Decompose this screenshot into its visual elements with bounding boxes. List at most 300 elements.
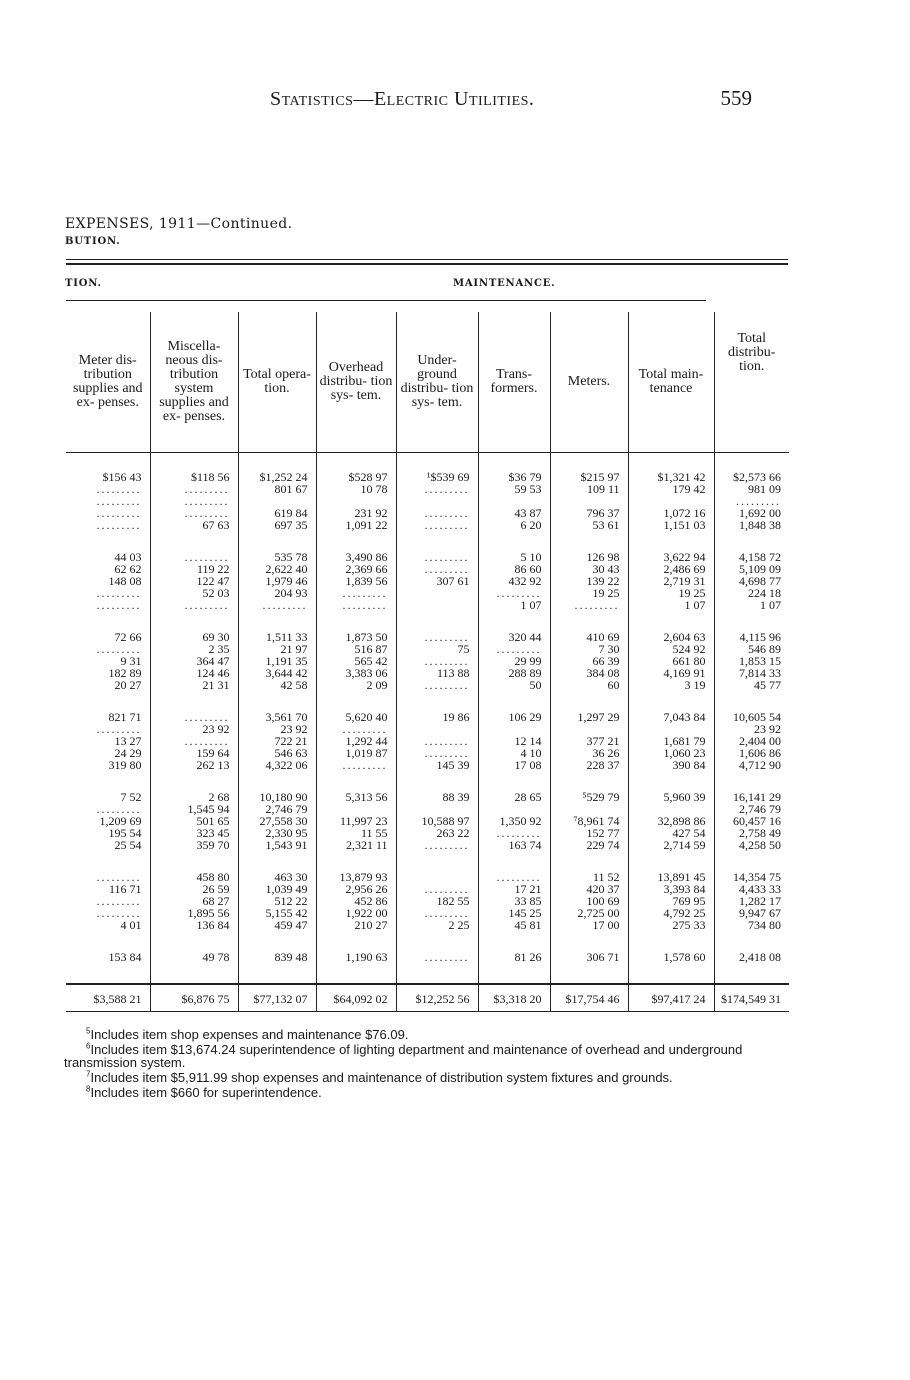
table-cell: 50 <box>478 679 550 691</box>
table-cell: 4,433 33 <box>714 883 789 895</box>
table-cell: $36 79 <box>478 471 550 483</box>
table-cell <box>396 599 478 611</box>
table-cell: ......... <box>316 759 396 771</box>
table-cell: ......... <box>96 642 142 656</box>
table-cell: 7 30 <box>550 643 628 655</box>
table-cell: 535 78 <box>238 551 316 563</box>
total-cell: $17,754 46 <box>550 984 628 1012</box>
table-cell: ......... <box>150 711 238 723</box>
table-row <box>66 759 789 771</box>
table-cell: ......... <box>150 599 238 611</box>
table-cell: 10,588 97 <box>396 815 478 827</box>
table-cell: ......... <box>396 655 478 667</box>
table-cell: 4,322 06 <box>238 759 316 771</box>
table-cell: 5,620 40 <box>316 711 396 723</box>
spacer-cell <box>150 963 238 984</box>
table-cell: 364 47 <box>150 655 238 667</box>
spacer-cell <box>550 963 628 984</box>
table-cell: 4 10 <box>478 747 550 759</box>
table-cell: 1,578 60 <box>628 951 714 963</box>
spacer-cell <box>238 531 316 551</box>
table-cell: 19 25 <box>550 587 628 599</box>
group-spacer <box>66 531 789 551</box>
table-cell: ......... <box>238 599 316 611</box>
table-cell: 1,692 00 <box>714 507 789 519</box>
table-cell: 75 <box>396 643 478 655</box>
table-cell: 126 98 <box>550 551 628 563</box>
table-cell: 1 07 <box>628 599 714 611</box>
table-cell: 1 07 <box>714 599 789 611</box>
spacer-cell <box>316 963 396 984</box>
top-rule <box>66 259 788 260</box>
spacer-cell <box>238 963 316 984</box>
table-cell: 11 55 <box>316 827 396 839</box>
table-cell: 1,853 15 <box>714 655 789 667</box>
column-header: Trans- formers. <box>478 312 550 453</box>
table-cell: 359 70 <box>150 839 238 851</box>
spacer-cell <box>396 771 478 791</box>
column-header: Miscella- neous dis- tribution system supplies and ex- penses. <box>150 312 238 453</box>
table-cell: 29 99 <box>478 655 550 667</box>
spacer-cell <box>238 691 316 711</box>
table-cell: ......... <box>396 631 478 643</box>
section-rule-maintenance <box>314 300 706 301</box>
table-cell: 2,404 00 <box>714 735 789 747</box>
group-spacer <box>66 931 789 951</box>
table-cell: 839 48 <box>238 951 316 963</box>
table-cell: 21 97 <box>238 643 316 655</box>
table-cell: ......... <box>396 507 478 519</box>
table-cell: ......... <box>478 827 550 839</box>
table-cell: 36 26 <box>550 747 628 759</box>
footnote-mark: 7 <box>86 1069 91 1079</box>
table-cell: 3,383 06 <box>316 667 396 679</box>
table-cell: ......... <box>396 679 478 691</box>
table-cell: 516 87 <box>316 643 396 655</box>
spacer-cell <box>714 453 789 472</box>
table-cell: 152 77 <box>550 827 628 839</box>
table-cell: 722 21 <box>238 735 316 747</box>
spacer-cell <box>238 453 316 472</box>
spacer-cell <box>66 931 150 951</box>
table-cell: 1,091 22 <box>316 519 396 531</box>
section-row <box>0 278 910 296</box>
table-cell: 2,604 63 <box>628 631 714 643</box>
table-cell: 1,209 69 <box>99 814 142 828</box>
table-cell: 19 25 <box>628 587 714 599</box>
table-cell: 3,393 84 <box>628 883 714 895</box>
spacer-cell <box>628 453 714 472</box>
table-cell: 2,622 40 <box>238 563 316 575</box>
table-cell: 427 54 <box>628 827 714 839</box>
table-cell: 1,922 00 <box>316 907 396 919</box>
section-rule-left <box>66 300 314 301</box>
column-header-row <box>66 312 789 453</box>
footnote <box>64 1028 799 1041</box>
table-row <box>66 483 789 495</box>
spacer-cell <box>628 771 714 791</box>
table-cell: 25 54 <box>114 838 142 852</box>
spacer-cell <box>316 611 396 631</box>
table-cell: 100 69 <box>550 895 628 907</box>
spacer-cell <box>396 851 478 871</box>
table-cell: 44 03 <box>114 550 142 564</box>
table-cell: 9 31 <box>120 654 142 668</box>
spacer-cell <box>238 851 316 871</box>
document-heading: EXPENSES, 1911—Continued. <box>65 216 293 232</box>
table-cell: 1,979 46 <box>238 575 316 587</box>
table-cell: 821 71 <box>108 710 142 724</box>
table-cell: 546 63 <box>238 747 316 759</box>
spacer-cell <box>628 611 714 631</box>
table-cell: ......... <box>396 519 478 531</box>
spacer-cell <box>714 963 789 984</box>
table-cell: 3,561 70 <box>238 711 316 723</box>
total-cell: $3,318 20 <box>478 984 550 1012</box>
table-cell: 4,698 77 <box>714 575 789 587</box>
table-cell: 145 25 <box>478 907 550 919</box>
table-cell: ⁵529 79 <box>550 791 628 803</box>
table-cell: 19 86 <box>396 711 478 723</box>
table-cell: ......... <box>96 722 142 736</box>
table-cell: 2 25 <box>396 919 478 931</box>
table-cell: 136 84 <box>150 919 238 931</box>
footnote-text: Includes item shop expenses and maintenance $76.09. <box>90 1027 409 1042</box>
table-cell: 81 26 <box>478 951 550 963</box>
table-cell: ......... <box>550 599 628 611</box>
table-cell: ......... <box>96 506 142 520</box>
table-cell: 43 87 <box>478 507 550 519</box>
table-cell: 62 62 <box>114 562 142 576</box>
spacer-cell <box>478 771 550 791</box>
totals-row <box>66 984 789 1012</box>
table-cell: $1,252 24 <box>238 471 316 483</box>
table-cell: ......... <box>150 495 238 507</box>
table-cell: 501 65 <box>150 815 238 827</box>
table-cell: 17 08 <box>478 759 550 771</box>
table-cell: 139 22 <box>550 575 628 587</box>
table-cell: 769 95 <box>628 895 714 907</box>
spacer-cell <box>238 931 316 951</box>
column-header: Total opera- tion. <box>238 312 316 453</box>
column-header: Meter dis- tribution supplies and ex- penses. <box>66 312 150 453</box>
footnote-text: Includes item $660 for superintendence. <box>90 1085 322 1100</box>
table-cell: 28 65 <box>478 791 550 803</box>
spacer-cell <box>316 851 396 871</box>
table-cell: 1,895 56 <box>150 907 238 919</box>
spacer-cell <box>628 963 714 984</box>
spacer-cell <box>550 531 628 551</box>
spacer-cell <box>628 931 714 951</box>
table-cell: 1,019 87 <box>316 747 396 759</box>
table-cell: 4,792 25 <box>628 907 714 919</box>
table-cell: 11,997 23 <box>316 815 396 827</box>
spacer-cell <box>66 691 150 711</box>
table-cell: 262 13 <box>150 759 238 771</box>
table-cell: 565 42 <box>316 655 396 667</box>
column-header: Under- ground distribu- tion sys- tem. <box>396 312 478 453</box>
table-cell: ......... <box>96 598 142 612</box>
table-cell: 5 10 <box>478 551 550 563</box>
table-cell: 4,169 91 <box>628 667 714 679</box>
table-cell: 4,712 90 <box>714 759 789 771</box>
table-cell: 2,746 79 <box>714 803 789 815</box>
table-cell: 512 22 <box>238 895 316 907</box>
spacer-cell <box>66 453 150 472</box>
group-spacer <box>66 771 789 791</box>
table-cell: 2 68 <box>150 791 238 803</box>
table-cell: $156 43 <box>102 470 142 484</box>
table-cell: ......... <box>150 483 238 495</box>
spacer-cell <box>316 453 396 472</box>
spacer-cell <box>478 453 550 472</box>
table-cell: 72 66 <box>114 630 142 644</box>
spacer-cell <box>66 611 150 631</box>
table-cell: 796 37 <box>550 507 628 519</box>
table-cell: 42 58 <box>238 679 316 691</box>
table-cell: 524 92 <box>628 643 714 655</box>
table-cell: 6 20 <box>478 519 550 531</box>
table-cell: 224 18 <box>714 587 789 599</box>
table-cell: ......... <box>96 518 142 532</box>
table-cell: 23 92 <box>714 723 789 735</box>
spacer-cell <box>478 931 550 951</box>
table-cell: 30 43 <box>550 563 628 575</box>
table-cell: 7 52 <box>120 790 142 804</box>
table-cell: ......... <box>396 883 478 895</box>
table-cell: 7,814 33 <box>714 667 789 679</box>
spacer-cell <box>714 611 789 631</box>
table-cell: ......... <box>478 643 550 655</box>
table-cell: 12 14 <box>478 735 550 747</box>
table-cell: 275 33 <box>628 919 714 931</box>
spacer-cell <box>714 931 789 951</box>
table-cell: ......... <box>150 735 238 747</box>
table-cell: 5,155 42 <box>238 907 316 919</box>
table-cell: 307 61 <box>396 575 478 587</box>
table-cell: ......... <box>396 907 478 919</box>
spacer-cell <box>714 851 789 871</box>
table-cell: 1,848 38 <box>714 519 789 531</box>
spacer-cell <box>150 851 238 871</box>
table-cell: ......... <box>396 839 478 851</box>
table-cell: 1,681 79 <box>628 735 714 747</box>
table-cell: ......... <box>96 586 142 600</box>
spacer-cell <box>66 851 150 871</box>
table-row <box>66 951 789 963</box>
expenses-table <box>66 312 789 1012</box>
table-cell: 229 74 <box>550 839 628 851</box>
table-cell: 5,109 09 <box>714 563 789 575</box>
table-cell: 2,746 79 <box>238 803 316 815</box>
page-number: 559 <box>720 86 752 110</box>
table-cell: $1,321 42 <box>628 471 714 483</box>
table-cell: 10,180 90 <box>238 791 316 803</box>
footnote-mark: 6 <box>86 1041 91 1051</box>
spacer-cell <box>150 931 238 951</box>
table-row <box>66 519 789 531</box>
table-cell: ......... <box>396 735 478 747</box>
table-cell: 204 93 <box>238 587 316 599</box>
table-cell: ......... <box>396 483 478 495</box>
table-cell: ......... <box>316 587 396 599</box>
spacer-cell <box>316 931 396 951</box>
table-cell: 323 45 <box>150 827 238 839</box>
footnotes <box>64 1028 799 1101</box>
table-cell: 45 77 <box>714 679 789 691</box>
table-cell: ......... <box>396 563 478 575</box>
spacer-cell <box>396 611 478 631</box>
table-cell: ......... <box>96 906 142 920</box>
spacer-cell <box>628 531 714 551</box>
column-header: Total distribu- tion. <box>714 312 789 453</box>
table-cell: 1,039 49 <box>238 883 316 895</box>
table-cell: 86 60 <box>478 563 550 575</box>
total-cell: $77,132 07 <box>238 984 316 1012</box>
table-cell: 410 69 <box>550 631 628 643</box>
table-cell: 3,644 42 <box>238 667 316 679</box>
table-cell: 3,490 86 <box>316 551 396 563</box>
table-cell: 53 61 <box>550 519 628 531</box>
footnote-text: Includes item $13,674.24 superintendence of lighting department and maintenance of overhead and underground transmission system. <box>64 1042 743 1070</box>
table-body <box>66 453 789 1012</box>
spacer-cell <box>478 531 550 551</box>
spacer-cell <box>150 611 238 631</box>
table-cell: 106 29 <box>478 711 550 723</box>
table-row <box>66 839 789 851</box>
table-cell: 88 39 <box>396 791 478 803</box>
table-cell: ......... <box>150 507 238 519</box>
table-cell: ......... <box>478 871 550 883</box>
table-cell: 14,354 75 <box>714 871 789 883</box>
table-row <box>66 711 789 723</box>
table-row <box>66 679 789 691</box>
table-cell: 124 46 <box>150 667 238 679</box>
spacer-cell <box>316 691 396 711</box>
table-cell: ......... <box>714 495 789 507</box>
group-spacer <box>66 453 789 472</box>
table-cell: 182 55 <box>396 895 478 907</box>
table-row <box>66 919 789 931</box>
group-spacer <box>66 963 789 984</box>
column-header: Total main- tenance <box>628 312 714 453</box>
table-cell: 10 78 <box>316 483 396 495</box>
table-cell: 546 89 <box>714 643 789 655</box>
table-cell: 195 54 <box>108 826 142 840</box>
table-cell: 2 35 <box>150 643 238 655</box>
table-cell: 420 37 <box>550 883 628 895</box>
spacer-cell <box>66 531 150 551</box>
total-cell: $12,252 56 <box>396 984 478 1012</box>
spacer-cell <box>714 691 789 711</box>
table-cell: 26 59 <box>150 883 238 895</box>
group-spacer <box>66 611 789 631</box>
table-cell: ......... <box>316 599 396 611</box>
table-cell: 210 27 <box>316 919 396 931</box>
table-cell: 1,543 91 <box>238 839 316 851</box>
table-cell: 263 22 <box>396 827 478 839</box>
table-cell: 60 <box>550 679 628 691</box>
table-cell: 9,947 67 <box>714 907 789 919</box>
table-cell: 1,072 16 <box>628 507 714 519</box>
group-spacer <box>66 851 789 871</box>
table-cell: 1,511 33 <box>238 631 316 643</box>
table-cell: 182 89 <box>108 666 142 680</box>
footnote-text: Includes item $5,911.99 shop expenses and maintenance of distribution system fixtures and grounds. <box>90 1070 673 1085</box>
spacer-cell <box>714 531 789 551</box>
table-cell: 33 85 <box>478 895 550 907</box>
table-cell: 17 21 <box>478 883 550 895</box>
table-cell: 66 39 <box>550 655 628 667</box>
table-cell: 452 86 <box>316 895 396 907</box>
table-row <box>66 791 789 803</box>
section-label-maintenance: MAINTENANCE. <box>453 278 556 289</box>
table-cell: 384 08 <box>550 667 628 679</box>
table-cell: 1,839 56 <box>316 575 396 587</box>
table-cell: 2,725 00 <box>550 907 628 919</box>
table-cell: 122 47 <box>150 575 238 587</box>
table-cell: ......... <box>396 551 478 563</box>
spacer-cell <box>150 453 238 472</box>
table-cell: 734 80 <box>714 919 789 931</box>
table-cell: ......... <box>96 870 142 884</box>
table-cell: $528 97 <box>316 471 396 483</box>
spacer-cell <box>550 611 628 631</box>
table-cell: 159 64 <box>150 747 238 759</box>
table-cell: 2,758 49 <box>714 827 789 839</box>
table-cell: 10,605 54 <box>714 711 789 723</box>
running-title: Statistics—Electric Utilities. <box>270 88 535 110</box>
footnote-mark: 5 <box>86 1026 91 1036</box>
table-cell: ......... <box>316 723 396 735</box>
table-cell: 113 88 <box>396 667 478 679</box>
table-cell: 661 80 <box>628 655 714 667</box>
spacer-cell <box>150 531 238 551</box>
spacer-cell <box>478 963 550 984</box>
table-cell: 306 71 <box>550 951 628 963</box>
table-cell: 2,714 59 <box>628 839 714 851</box>
table-cell: 228 37 <box>550 759 628 771</box>
table-cell: 801 67 <box>238 483 316 495</box>
spacer-cell <box>238 611 316 631</box>
spacer-cell <box>396 453 478 472</box>
table-cell: 4,258 50 <box>714 839 789 851</box>
table-cell: 1,873 50 <box>316 631 396 643</box>
table-cell: 2,956 26 <box>316 883 396 895</box>
spacer-cell <box>628 691 714 711</box>
spacer-cell <box>478 851 550 871</box>
table-cell: 49 78 <box>150 951 238 963</box>
spacer-cell <box>150 771 238 791</box>
table-row <box>66 587 789 599</box>
table-cell: 148 08 <box>108 574 142 588</box>
table-cell: 5,313 56 <box>316 791 396 803</box>
table-cell: 153 84 <box>108 950 142 964</box>
table-cell: 163 74 <box>478 839 550 851</box>
table-cell: 390 84 <box>628 759 714 771</box>
total-cell: $174,549 31 <box>714 984 789 1012</box>
table-cell: 45 81 <box>478 919 550 931</box>
table-cell: 459 47 <box>238 919 316 931</box>
spacer-cell <box>478 611 550 631</box>
table-cell: ......... <box>150 551 238 563</box>
table-cell: 463 30 <box>238 871 316 883</box>
table-cell: 458 80 <box>150 871 238 883</box>
table-cell: 1,151 03 <box>628 519 714 531</box>
total-cell: $6,876 75 <box>150 984 238 1012</box>
spacer-cell <box>316 531 396 551</box>
footnote-mark: 8 <box>86 1084 91 1094</box>
